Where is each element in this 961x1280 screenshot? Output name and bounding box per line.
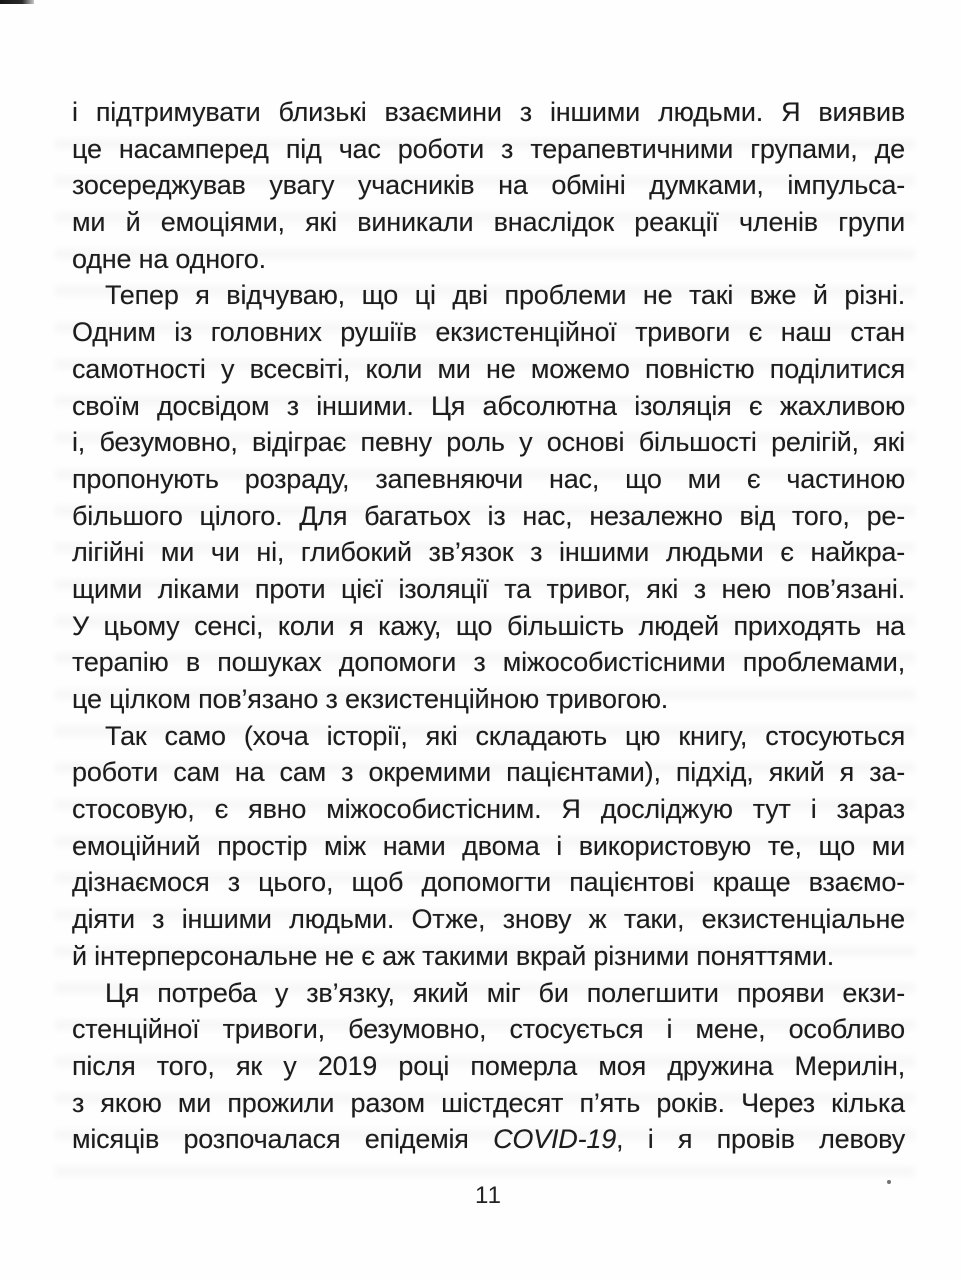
- text-line: Ця потреба у зв’язку, який міг би полегшити прояви екзи-: [105, 977, 905, 1008]
- text-line: Тепер я відчуваю, що ці дві проблеми не такі вже й різні.: [105, 280, 905, 311]
- text-line: це цілком пов’язано з екзистенційною тривогою.: [72, 684, 669, 714]
- scan-corner-mark-artifact: [0, 0, 34, 4]
- text-line: своїм досвідом з іншими. Ця абсолютна ізоляція є жахливою: [72, 390, 905, 421]
- text-line: і підтримувати близькі взаємини з іншими людьми. Я виявив: [72, 97, 905, 127]
- text-line: У цьому сенсі, коли я кажу, що більшість людей приходять на: [72, 610, 905, 641]
- text-line: лігійні ми чи ні, глибокий зв’язок з іншими людьми є найкра-: [72, 537, 905, 568]
- text-line: пропонують розраду, запевняючи нас, що ми є частиною: [72, 463, 905, 494]
- text-line: емоційний простір між нами двома і використовую те, що ми: [72, 830, 905, 861]
- text-line: місяців розпочалася епідемія COVID-19, і я провів левову: [72, 1124, 906, 1155]
- text-line: терапію в пошуках допомоги з міжособистісними проблемами,: [72, 647, 905, 678]
- text-line: Одним із головних рушіїв екзистенційної тривоги є наш стан: [72, 317, 905, 348]
- text-line: самотності у всесвіті, коли ми не можемо повністю поділитися: [72, 353, 905, 384]
- page-number: 11: [475, 1182, 502, 1209]
- text-line: роботи сам на сам з окремими пацієнтами), підхід, який я за-: [72, 757, 905, 788]
- text-line: щими ліками проти цієї ізоляції та тривог, які з нею пов’язані.: [72, 573, 905, 604]
- paragraph: [72, 975, 905, 1158]
- paragraph: [72, 94, 905, 277]
- text-line: стенційної тривоги, безумовно, стосується і мене, особливо: [72, 1014, 905, 1045]
- text-line: і, безумовно, відіграє певну роль у основі більшості релігій, які: [72, 427, 905, 458]
- text-line: діяти з іншими людьми. Отже, знову ж таки, екзистенціальне: [72, 904, 905, 935]
- text-line: ми й емоціями, які виникали внаслідок реакції членів групи: [72, 207, 905, 238]
- emphasized-text: COVID-19: [493, 1124, 617, 1155]
- text-column: [72, 94, 905, 1158]
- text-line: це насамперед під час роботи з терапевтичними групами, де: [72, 133, 905, 164]
- text-line: більшого цілого. Для багатьох із нас, незалежно від того, ре-: [72, 500, 905, 531]
- text-line: після того, як у 2019 році померла моя дружина Мерилін,: [72, 1050, 905, 1081]
- paragraph: [72, 718, 905, 975]
- text-line: з якою ми прожили разом шістдесят п’ять років. Через кілька: [72, 1087, 905, 1118]
- text-line: й інтерперсональне не є аж такими вкрай різними поняттями.: [72, 940, 835, 971]
- text-line: дізнаємося з цього, щоб допомогти пацієнтові краще взаємо-: [72, 867, 905, 898]
- text-line: Так само (хоча історії, які складають цю книгу, стосуються: [105, 720, 905, 751]
- text-line: одне на одного.: [72, 243, 266, 274]
- paragraph: [72, 277, 905, 717]
- text-line: стосовую, є явно міжособистісним. Я досліджую тут і зараз: [72, 794, 905, 825]
- text-line: зосереджував увагу учасників на обміні думками, імпульса-: [72, 170, 905, 201]
